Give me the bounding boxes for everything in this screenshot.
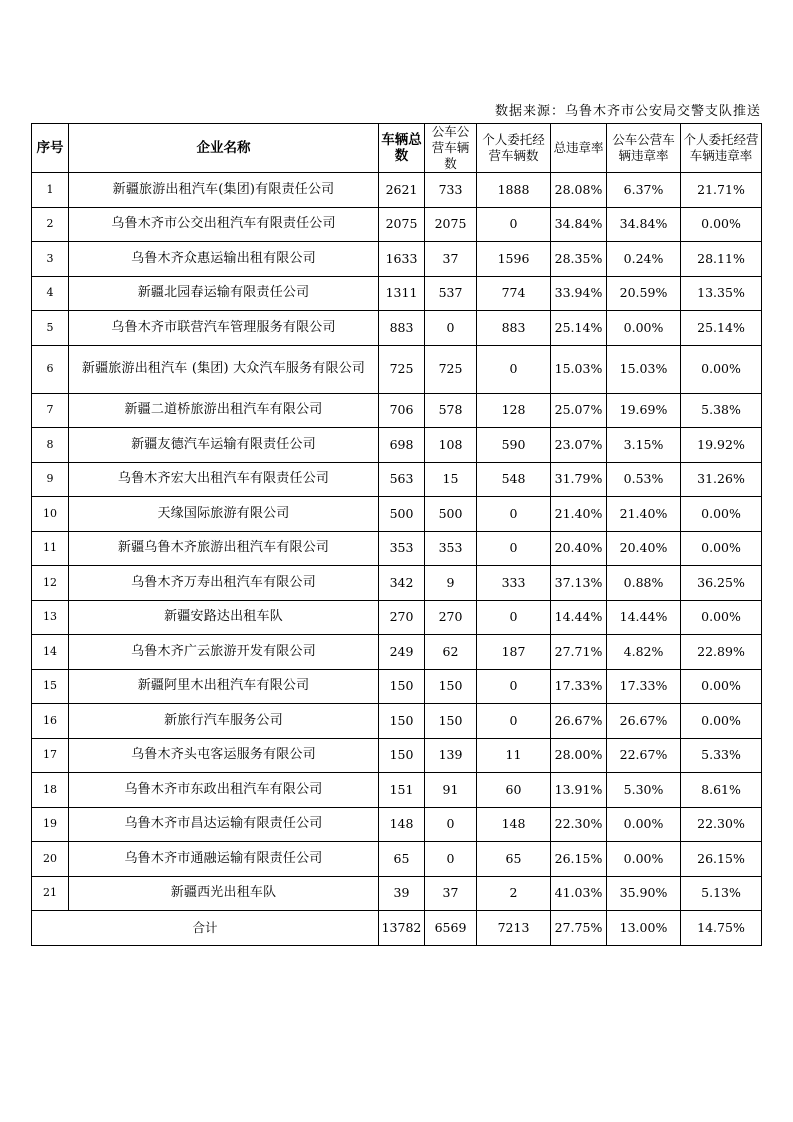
cell-private-rate: 0.00% [681, 531, 762, 566]
cell-private-vehicles: 187 [477, 635, 551, 670]
cell-private-vehicles: 590 [477, 428, 551, 463]
cell-total-rate: 21.40% [551, 497, 607, 532]
cell-company-name: 乌鲁木齐市联营汽车管理服务有限公司 [69, 311, 379, 346]
cell-private-vehicles: 0 [477, 497, 551, 532]
table-row [32, 242, 762, 277]
cell-index: 17 [32, 738, 69, 773]
cell-total-rate: 33.94% [551, 276, 607, 311]
table-row [32, 311, 762, 346]
cell-public-vehicles: 0 [425, 311, 477, 346]
cell-public-rate: 0.00% [607, 311, 681, 346]
cell-total-vehicles: 883 [379, 311, 425, 346]
header-total-vehicles: 车辆总数 [379, 124, 425, 173]
cell-private-vehicles: 60 [477, 773, 551, 808]
cell-index: 16 [32, 704, 69, 739]
cell-index: 1 [32, 173, 69, 208]
cell-total-rate: 25.07% [551, 393, 607, 428]
cell-public-rate: 20.40% [607, 531, 681, 566]
cell-private-rate: 0.00% [681, 669, 762, 704]
cell-private-rate: 0.00% [681, 600, 762, 635]
cell-public-vehicles: 150 [425, 704, 477, 739]
cell-index: 19 [32, 807, 69, 842]
table-row [32, 704, 762, 739]
table-row [32, 600, 762, 635]
cell-public-vehicles: 9 [425, 566, 477, 601]
table-row [32, 842, 762, 877]
cell-company-name: 新疆二道桥旅游出租汽车有限公司 [69, 393, 379, 428]
total-rate: 27.75% [551, 911, 607, 946]
cell-public-rate: 19.69% [607, 393, 681, 428]
cell-public-rate: 26.67% [607, 704, 681, 739]
cell-private-vehicles: 65 [477, 842, 551, 877]
total-vehicles: 13782 [379, 911, 425, 946]
cell-public-rate: 0.53% [607, 462, 681, 497]
cell-public-rate: 3.15% [607, 428, 681, 463]
total-label: 合计 [32, 911, 379, 946]
cell-public-vehicles: 578 [425, 393, 477, 428]
cell-total-vehicles: 2075 [379, 207, 425, 242]
cell-company-name: 新疆西光出租车队 [69, 876, 379, 911]
cell-total-vehicles: 342 [379, 566, 425, 601]
cell-total-vehicles: 1633 [379, 242, 425, 277]
cell-private-vehicles: 0 [477, 704, 551, 739]
cell-private-vehicles: 0 [477, 207, 551, 242]
cell-company-name: 新疆北园春运输有限责任公司 [69, 276, 379, 311]
cell-total-vehicles: 150 [379, 738, 425, 773]
cell-private-vehicles: 2 [477, 876, 551, 911]
cell-public-rate: 5.30% [607, 773, 681, 808]
cell-company-name: 新疆旅游出租汽车 (集团) 大众汽车服务有限公司 [69, 345, 379, 393]
table-row [32, 807, 762, 842]
cell-total-vehicles: 725 [379, 345, 425, 393]
cell-private-vehicles: 0 [477, 531, 551, 566]
cell-public-rate: 0.00% [607, 807, 681, 842]
cell-private-rate: 31.26% [681, 462, 762, 497]
cell-public-rate: 17.33% [607, 669, 681, 704]
cell-company-name: 乌鲁木齐广云旅游开发有限公司 [69, 635, 379, 670]
cell-total-rate: 13.91% [551, 773, 607, 808]
cell-total-rate: 25.14% [551, 311, 607, 346]
cell-public-vehicles: 37 [425, 876, 477, 911]
cell-public-rate: 0.00% [607, 842, 681, 877]
cell-total-vehicles: 148 [379, 807, 425, 842]
header-private-vehicles: 个人委托经营车辆数 [477, 124, 551, 173]
cell-total-rate: 28.00% [551, 738, 607, 773]
cell-public-vehicles: 15 [425, 462, 477, 497]
cell-index: 6 [32, 345, 69, 393]
cell-company-name: 新疆阿里木出租汽车有限公司 [69, 669, 379, 704]
cell-private-vehicles: 774 [477, 276, 551, 311]
cell-total-rate: 20.40% [551, 531, 607, 566]
table-row [32, 876, 762, 911]
cell-index: 4 [32, 276, 69, 311]
total-public-vehicles: 6569 [425, 911, 477, 946]
cell-index: 2 [32, 207, 69, 242]
cell-public-rate: 21.40% [607, 497, 681, 532]
table-body [32, 173, 762, 946]
cell-index: 5 [32, 311, 69, 346]
cell-company-name: 新疆旅游出租汽车(集团)有限责任公司 [69, 173, 379, 208]
header-public-rate: 公车公营车辆违章率 [607, 124, 681, 173]
cell-index: 10 [32, 497, 69, 532]
cell-total-vehicles: 2621 [379, 173, 425, 208]
cell-company-name: 新疆安路达出租车队 [69, 600, 379, 635]
table-row [32, 173, 762, 208]
cell-public-vehicles: 108 [425, 428, 477, 463]
cell-total-vehicles: 563 [379, 462, 425, 497]
cell-private-vehicles: 1596 [477, 242, 551, 277]
table-row [32, 635, 762, 670]
header-public-vehicles: 公车公营车辆数 [425, 124, 477, 173]
cell-public-vehicles: 150 [425, 669, 477, 704]
cell-total-vehicles: 353 [379, 531, 425, 566]
cell-index: 15 [32, 669, 69, 704]
cell-index: 18 [32, 773, 69, 808]
cell-index: 13 [32, 600, 69, 635]
header-private-rate: 个人委托经营车辆违章率 [681, 124, 762, 173]
cell-total-vehicles: 65 [379, 842, 425, 877]
cell-total-vehicles: 706 [379, 393, 425, 428]
cell-public-rate: 6.37% [607, 173, 681, 208]
cell-total-rate: 34.84% [551, 207, 607, 242]
cell-public-vehicles: 500 [425, 497, 477, 532]
cell-public-rate: 22.67% [607, 738, 681, 773]
cell-public-vehicles: 725 [425, 345, 477, 393]
cell-total-vehicles: 39 [379, 876, 425, 911]
cell-public-vehicles: 0 [425, 842, 477, 877]
cell-public-vehicles: 37 [425, 242, 477, 277]
cell-private-vehicles: 883 [477, 311, 551, 346]
cell-company-name: 新旅行汽车服务公司 [69, 704, 379, 739]
cell-private-rate: 22.30% [681, 807, 762, 842]
table-row [32, 669, 762, 704]
cell-total-rate: 27.71% [551, 635, 607, 670]
cell-total-rate: 17.33% [551, 669, 607, 704]
cell-public-vehicles: 353 [425, 531, 477, 566]
cell-private-rate: 22.89% [681, 635, 762, 670]
table-row [32, 462, 762, 497]
cell-public-rate: 0.88% [607, 566, 681, 601]
cell-public-rate: 15.03% [607, 345, 681, 393]
cell-private-rate: 13.35% [681, 276, 762, 311]
cell-index: 14 [32, 635, 69, 670]
cell-total-rate: 41.03% [551, 876, 607, 911]
cell-public-vehicles: 733 [425, 173, 477, 208]
cell-company-name: 新疆乌鲁木齐旅游出租汽车有限公司 [69, 531, 379, 566]
cell-total-vehicles: 150 [379, 704, 425, 739]
table-row [32, 207, 762, 242]
table-row [32, 738, 762, 773]
cell-private-vehicles: 548 [477, 462, 551, 497]
cell-company-name: 乌鲁木齐头屯客运服务有限公司 [69, 738, 379, 773]
cell-total-rate: 23.07% [551, 428, 607, 463]
cell-public-vehicles: 270 [425, 600, 477, 635]
cell-private-rate: 0.00% [681, 704, 762, 739]
cell-total-vehicles: 698 [379, 428, 425, 463]
cell-index: 3 [32, 242, 69, 277]
cell-total-rate: 15.03% [551, 345, 607, 393]
cell-index: 12 [32, 566, 69, 601]
cell-company-name: 乌鲁木齐市昌达运输有限责任公司 [69, 807, 379, 842]
total-row [32, 911, 762, 946]
cell-private-rate: 5.33% [681, 738, 762, 773]
cell-total-vehicles: 151 [379, 773, 425, 808]
cell-public-vehicles: 2075 [425, 207, 477, 242]
cell-public-vehicles: 139 [425, 738, 477, 773]
cell-private-rate: 8.61% [681, 773, 762, 808]
cell-total-rate: 26.67% [551, 704, 607, 739]
cell-company-name: 新疆友德汽车运输有限责任公司 [69, 428, 379, 463]
cell-private-vehicles: 0 [477, 345, 551, 393]
table-row [32, 497, 762, 532]
cell-private-rate: 0.00% [681, 345, 762, 393]
header-index: 序号 [32, 124, 69, 173]
cell-private-rate: 0.00% [681, 207, 762, 242]
cell-private-vehicles: 148 [477, 807, 551, 842]
cell-index: 7 [32, 393, 69, 428]
cell-public-vehicles: 537 [425, 276, 477, 311]
cell-private-rate: 0.00% [681, 497, 762, 532]
total-private-vehicles: 7213 [477, 911, 551, 946]
cell-public-rate: 34.84% [607, 207, 681, 242]
cell-private-rate: 26.15% [681, 842, 762, 877]
cell-total-vehicles: 1311 [379, 276, 425, 311]
cell-total-rate: 26.15% [551, 842, 607, 877]
cell-public-vehicles: 91 [425, 773, 477, 808]
cell-public-rate: 35.90% [607, 876, 681, 911]
cell-total-vehicles: 270 [379, 600, 425, 635]
cell-public-rate: 14.44% [607, 600, 681, 635]
cell-total-rate: 37.13% [551, 566, 607, 601]
table-row [32, 531, 762, 566]
cell-private-rate: 5.38% [681, 393, 762, 428]
cell-index: 20 [32, 842, 69, 877]
table-row [32, 566, 762, 601]
cell-private-vehicles: 0 [477, 600, 551, 635]
table-row [32, 276, 762, 311]
cell-private-rate: 21.71% [681, 173, 762, 208]
cell-company-name: 乌鲁木齐市通融运输有限责任公司 [69, 842, 379, 877]
cell-company-name: 乌鲁木齐市公交出租汽车有限责任公司 [69, 207, 379, 242]
table-row [32, 345, 762, 393]
cell-total-vehicles: 500 [379, 497, 425, 532]
cell-private-vehicles: 11 [477, 738, 551, 773]
table-row [32, 428, 762, 463]
cell-total-rate: 14.44% [551, 600, 607, 635]
data-source-note: 数据来源：乌鲁木齐市公安局交警支队推送 [494, 104, 761, 119]
header-company-name: 企业名称 [69, 124, 379, 173]
cell-private-vehicles: 1888 [477, 173, 551, 208]
cell-index: 21 [32, 876, 69, 911]
cell-private-rate: 19.92% [681, 428, 762, 463]
cell-private-vehicles: 128 [477, 393, 551, 428]
table-header-row [32, 124, 762, 173]
cell-total-rate: 28.08% [551, 173, 607, 208]
cell-total-rate: 22.30% [551, 807, 607, 842]
cell-company-name: 乌鲁木齐众惠运输出租有限公司 [69, 242, 379, 277]
cell-total-vehicles: 150 [379, 669, 425, 704]
cell-company-name: 乌鲁木齐市东政出租汽车有限公司 [69, 773, 379, 808]
total-public-rate: 13.00% [607, 911, 681, 946]
cell-private-vehicles: 0 [477, 669, 551, 704]
cell-public-rate: 20.59% [607, 276, 681, 311]
cell-public-vehicles: 62 [425, 635, 477, 670]
cell-company-name: 天缘国际旅游有限公司 [69, 497, 379, 532]
cell-public-rate: 0.24% [607, 242, 681, 277]
total-private-rate: 14.75% [681, 911, 762, 946]
cell-index: 11 [32, 531, 69, 566]
header-total-rate: 总违章率 [551, 124, 607, 173]
violation-rate-table [31, 123, 762, 946]
cell-total-rate: 28.35% [551, 242, 607, 277]
cell-private-rate: 25.14% [681, 311, 762, 346]
cell-public-vehicles: 0 [425, 807, 477, 842]
table-row [32, 773, 762, 808]
cell-private-rate: 5.13% [681, 876, 762, 911]
cell-index: 9 [32, 462, 69, 497]
cell-index: 8 [32, 428, 69, 463]
cell-company-name: 乌鲁木齐万寿出租汽车有限公司 [69, 566, 379, 601]
cell-company-name: 乌鲁木齐宏大出租汽车有限责任公司 [69, 462, 379, 497]
cell-private-vehicles: 333 [477, 566, 551, 601]
cell-private-rate: 28.11% [681, 242, 762, 277]
cell-total-vehicles: 249 [379, 635, 425, 670]
table-row [32, 393, 762, 428]
cell-private-rate: 36.25% [681, 566, 762, 601]
cell-public-rate: 4.82% [607, 635, 681, 670]
cell-total-rate: 31.79% [551, 462, 607, 497]
